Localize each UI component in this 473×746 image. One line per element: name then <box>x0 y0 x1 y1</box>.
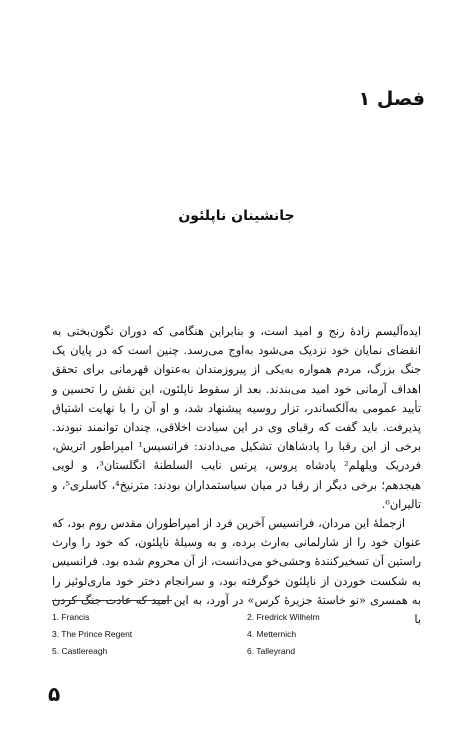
chapter-heading: فصل ۱ <box>358 88 425 110</box>
footnote-divider <box>52 600 172 601</box>
page-number: ۵ <box>48 682 61 706</box>
section-title: جانشینان ناپلئون <box>178 208 295 224</box>
footnote: 1. Francis <box>52 612 90 622</box>
body-text <box>52 322 421 629</box>
paragraph: ایده‌آلیسم زادهٔ رنج و امید است، و بنابراین هنگامی که دوران نگون‌بختی به انقضای نمایان خود نزدیک می‌شود به‌اوج می‌رسد. چنین است که در پایان یک جنگ بزرگ، مردم همواره به‌یکی از پیروزمندان به‌عنوان قهرمانی برای تحقق اهداف آرمانی خود امید می‌بندند. بعد از سقوط ناپلئون، این نقش را تحسین و تأیید عمومی به‌آلکساندر، تزار روسیه پیشنهاد شد، و او آن را با نهایت اشتیاق پذیرفت. باید گفت که رقبای وی در این سیادت اخلاقی، چندان توانمند نبودند. برخی از این رقبا را پادشاهان تشکیل می‌دادند: فرانسیس¹ امپراطور اتریش، فردریک ویلهلم² پادشاه پروس، پرنس نایب السلطنهٔ انگلستان³، و لویی هیجدهم؛ برخی دیگر از رقبا در میان سیاستمداران بودند: مترنیخ⁴، کاسلری⁵، و تالیران⁶. <box>52 325 421 511</box>
footnote: 5. Castlereagh <box>52 646 108 656</box>
footnote: 3. The Prince Regent <box>52 629 133 639</box>
paragraph: ازجملهٔ این مردان، فرانسیس آخرین فرد از امپراطوران مقدس روم بود، که عنوان خود را از شارلمانی به‌ارث برده، و به وسیلهٔ ناپلئون، که خود را وارث راستین آن تسخیرکنندهٔ وحشی‌خو می‌دانست، از آن محروم شده بود. فرانسیس به شکست خوردن از ناپلئون خوگرفته بود، و سرانجام دختر خود ماری‌لوئیز را به همسری «نو خاستهٔ جزیرهٔ کرس» در آورد، به این امید که عادت جنگ کردن با <box>52 517 421 627</box>
footnote: 6. Talleyrand <box>247 646 296 656</box>
footnote: 2. Fredrick Wilhelm <box>247 612 320 622</box>
footnotes <box>52 612 422 656</box>
footnote: 4. Metternich <box>247 629 297 639</box>
